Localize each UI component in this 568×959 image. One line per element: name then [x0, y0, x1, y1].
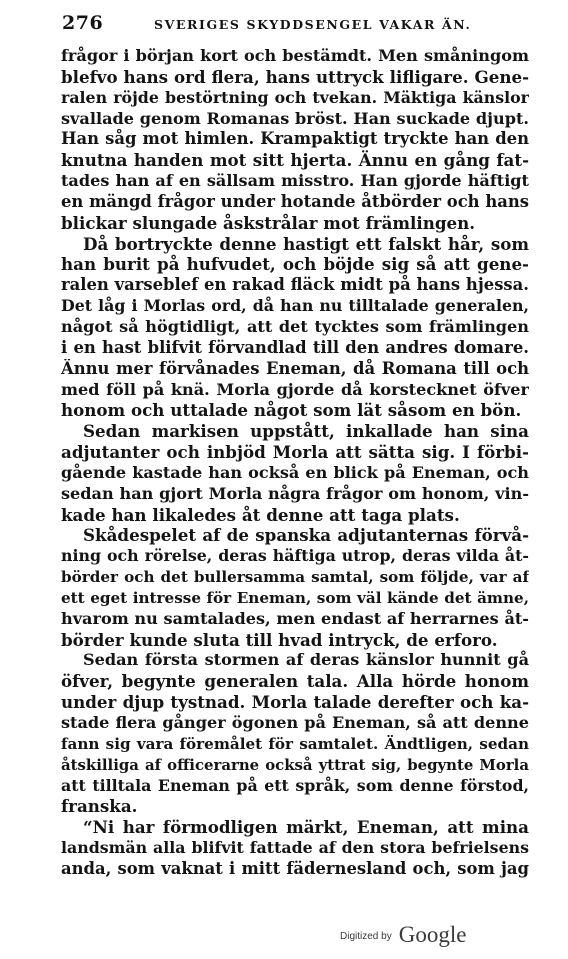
google-wordmark: Google: [398, 922, 467, 947]
text-line: att tilltala Eneman på ett språk, som denne förstod,: [61, 775, 529, 795]
text-line: kade han likaledes åt denne att taga plats.: [61, 504, 460, 525]
text-line: Sedan markisen uppstått, inkallade han sina: [83, 421, 529, 442]
digitized-by-google-watermark: [340, 922, 500, 952]
text-line: en mängd frågor under hotande åtbörder och hans: [61, 191, 529, 211]
text-line: i en hast blifvit förvandlad till den andres domare.: [61, 337, 529, 357]
text-line: med föll på knä. Morla gjorde då korstecknet öfver: [61, 379, 529, 399]
text-line: hvarom nu samtalades, men endast af herrarnes åt-: [61, 608, 529, 628]
digitized-by-label: Digitized by: [340, 931, 392, 942]
body-text: [61, 46, 529, 880]
text-line: franska.: [61, 796, 138, 817]
text-line: gående kastade han också en blick på Eneman, och: [61, 462, 529, 482]
text-line: anda, som vaknat i mitt fädernesland och, som jag: [61, 858, 529, 878]
text-line: honom och uttalade något som lät såsom en bön.: [61, 400, 522, 421]
text-line: Han såg mot himlen. Krampaktigt tryckte han den: [61, 129, 529, 149]
text-line: Skådespelet af de spanska adjutanternas förvå-: [83, 525, 529, 546]
text-line: Det låg i Morlas ord, då han nu tilltalade generalen,: [61, 296, 529, 316]
text-line: Då bortryckte denne hastigt ett falskt hår, som: [83, 233, 529, 254]
text-line: börder och det bullersamma samtal, som följde, var af: [61, 568, 529, 587]
text-line: sedan han gjort Morla några frågor om honom, vin-: [61, 483, 529, 503]
text-line: åtskilliga af officerarne också yttrat sig, begynte Morla: [61, 755, 529, 774]
text-line: adjutanter och inbjöd Morla att sätta sig. I förbi-: [61, 442, 529, 463]
page-header: [62, 12, 527, 38]
text-line: ralen varseblef en rakad fläck midt på hans hjessa.: [61, 275, 529, 295]
running-title: SVERIGES SKYDDSENGEL VAKAR ÄN.: [154, 17, 472, 32]
text-line: stade flera gånger ögonen på Eneman, så att denne: [61, 713, 529, 732]
page-number: 276: [62, 12, 104, 34]
text-line: Sedan första stormen af deras känslor hunnit gå: [83, 650, 529, 670]
text-line: svallade genom Romanas bröst. Han suckade djupt.: [61, 108, 529, 128]
text-line: Ännu mer förvånades Eneman, då Romana till och: [61, 358, 529, 378]
text-line: “Ni har förmodligen märkt, Eneman, att mina: [83, 817, 529, 838]
text-line: öfver, begynte generalen tala. Alla hörde honom: [61, 671, 529, 692]
text-line: börder kunde sluta till hvad intryck, de erforo.: [61, 629, 498, 650]
text-line: under djup tystnad. Morla talade derefter och ka-: [61, 692, 529, 713]
text-line: knutna handen mot sitt hjerta. Ännu en gång fat-: [61, 150, 529, 171]
text-line: fann sig vara föremålet för samtalet. Ändtligen, sedan: [61, 734, 529, 753]
text-line: blefvo hans ord flera, hans uttryck lifligare. Gene-: [61, 66, 529, 87]
text-line: tades han af en sällsam misstro. Han gjorde häftigt: [61, 171, 529, 191]
text-line: landsmän alla blifvit fattade af den stora befrielsens: [61, 838, 529, 858]
text-line: ett eget intresse för Eneman, som väl kände det ämne,: [61, 588, 529, 607]
text-line: något så högtidligt, att det tycktes som främlingen: [61, 316, 529, 336]
text-line: ning och rörelse, deras häftiga utrop, deras vilda åt-: [61, 546, 529, 566]
text-line: han burit på hufvudet, och böjde sig så att gene-: [61, 254, 529, 275]
text-line: ralen röjde bestörtning och tvekan. Mäktiga känslor: [61, 87, 529, 107]
text-line: blickar slungade åskstrålar mot främlingen.: [61, 212, 476, 233]
text-line: frågor i början kort och bestämdt. Men småningom: [61, 46, 529, 65]
